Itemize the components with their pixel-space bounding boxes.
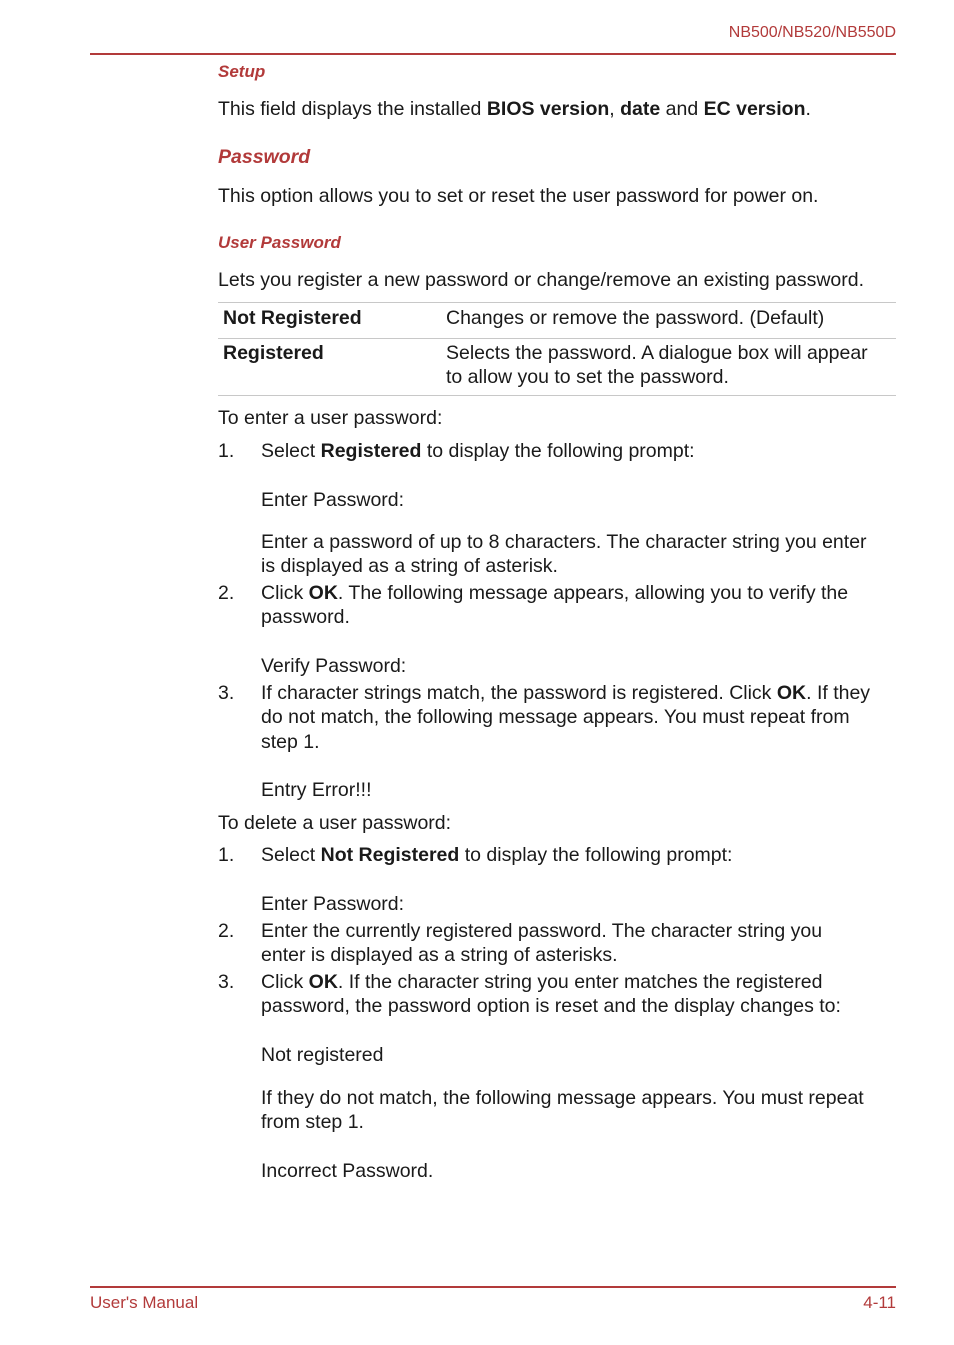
- enter-step-1-post: to display the following prompt:: [421, 440, 695, 462]
- delete-step-3-line-2: password, the password option is reset and the display changes to:: [261, 995, 841, 1017]
- enter-step-3-line-2: do not match, the following message appears. You must repeat from: [261, 706, 850, 728]
- enter-step-3-number: 3.: [218, 682, 235, 704]
- bios-version-term: BIOS version: [486, 98, 610, 120]
- enter-intro: To enter a user password:: [218, 407, 443, 429]
- delete-step-1-pre: Select: [261, 844, 321, 866]
- enter-step-1-number: 1.: [218, 440, 235, 462]
- setup-text-pre: This field displays the installed: [218, 98, 487, 120]
- enter-step-2-bold: OK: [308, 582, 338, 604]
- delete-step-2-line-1: Enter the currently registered password. The character string you: [261, 920, 823, 942]
- user-password-heading: User Password: [218, 233, 341, 252]
- enter-step-1-bold: Registered: [320, 440, 422, 462]
- enter-step-1-prompt: Enter Password:: [261, 489, 405, 511]
- setup-text-mid: and: [660, 98, 704, 120]
- enter-step-1-desc-line-2: is displayed as a string of asterisk.: [261, 555, 558, 577]
- enter-step-3-text: [261, 682, 870, 705]
- table-desc-registered-line-1: Selects the password. A dialogue box will appear: [446, 342, 868, 364]
- table-desc-registered-line-2: to allow you to set the password.: [446, 366, 729, 388]
- enter-step-2-line-2: password.: [261, 606, 350, 628]
- delete-step-3-post: . If the character string you enter matches the registered: [337, 971, 823, 993]
- footer-rule: [90, 1286, 896, 1288]
- enter-step-2-post: . The following message appears, allowing you to verify the: [337, 582, 849, 604]
- date-term: date: [620, 98, 661, 120]
- delete-step-3-display: Not registered: [261, 1044, 384, 1066]
- enter-step-2-pre: Click: [261, 582, 309, 604]
- delete-step-3-number: 3.: [218, 971, 235, 993]
- enter-step-3-line-3: step 1.: [261, 731, 320, 753]
- setup-text-end: .: [805, 98, 811, 120]
- delete-step-3-nomatch-line-2: from step 1.: [261, 1111, 364, 1133]
- delete-step-1-post: to display the following prompt:: [459, 844, 733, 866]
- setup-paragraph: [218, 98, 811, 121]
- delete-step-1-text: [261, 844, 732, 867]
- header-rule: [90, 53, 896, 55]
- document-model-header: NB500/NB520/NB550D: [728, 24, 896, 41]
- table-term-not-registered: Not Registered: [223, 307, 362, 329]
- delete-step-3-message: Incorrect Password.: [261, 1160, 434, 1182]
- delete-intro: To delete a user password:: [218, 812, 452, 834]
- footer-page-number: 4-11: [863, 1293, 896, 1312]
- enter-step-2-prompt: Verify Password:: [261, 655, 407, 677]
- enter-step-3-bold: OK: [776, 682, 807, 704]
- enter-step-2-number: 2.: [218, 582, 235, 604]
- delete-step-3-text: [261, 971, 822, 994]
- delete-step-3-pre: Click: [261, 971, 309, 993]
- table-top-rule: [218, 302, 896, 303]
- delete-step-1-bold: Not Registered: [320, 844, 460, 866]
- setup-text-sep: ,: [609, 98, 621, 120]
- ec-version-term: EC version: [703, 98, 806, 120]
- enter-step-1-pre: Select: [261, 440, 321, 462]
- enter-step-3-message: Entry Error!!!: [261, 779, 372, 801]
- delete-step-2-number: 2.: [218, 920, 235, 942]
- enter-step-2-text: [261, 582, 848, 605]
- delete-step-1-prompt: Enter Password:: [261, 893, 405, 915]
- delete-step-3-nomatch-line-1: If they do not match, the following message appears. You must repeat: [261, 1087, 864, 1109]
- enter-step-1-text: [261, 440, 695, 463]
- password-paragraph: This option allows you to set or reset the user password for power on.: [218, 185, 819, 207]
- password-heading: Password: [218, 146, 311, 168]
- table-desc-not-registered: Changes or remove the password. (Default): [446, 307, 825, 329]
- table-term-registered: Registered: [223, 342, 324, 364]
- delete-step-3-bold: OK: [308, 971, 338, 993]
- table-bottom-rule: [218, 395, 896, 396]
- setup-heading: Setup: [218, 62, 266, 81]
- delete-step-1-number: 1.: [218, 844, 235, 866]
- delete-step-2-line-2: enter is displayed as a string of asterisks.: [261, 944, 618, 966]
- enter-step-3-pre: If character strings match, the password is registered. Click: [261, 682, 777, 704]
- enter-step-3-post: . If they: [806, 682, 871, 704]
- footer-manual-label: User's Manual: [90, 1293, 199, 1312]
- enter-step-1-desc-line-1: Enter a password of up to 8 characters. The character string you enter: [261, 531, 867, 553]
- user-password-paragraph: Lets you register a new password or change/remove an existing password.: [218, 269, 865, 291]
- table-row-rule: [218, 338, 896, 339]
